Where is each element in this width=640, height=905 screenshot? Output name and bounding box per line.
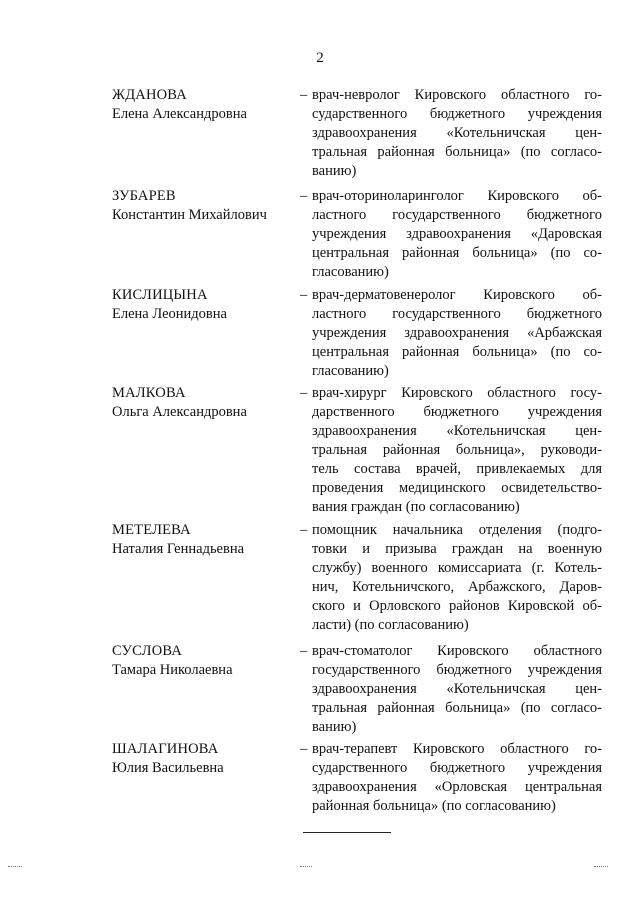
position-line: гласованию) [312,363,389,379]
position-line: ластного государственного бюджетного [312,306,602,322]
member-given-names: Константин Михайлович [112,207,267,223]
position-line: государственного бюджетного учреждения [312,662,602,678]
position-line: учреждения здравоохранения «Арбажская [312,325,602,341]
member-name [112,187,292,225]
position-line: здравоохранения «Орловская центральная [312,779,602,795]
position-line: здравоохранения «Котельничская цен- [312,125,602,141]
position-line: ласти) (по согласованию) [312,617,469,633]
member-name [112,86,292,124]
end-divider [303,832,391,833]
position-line: учреждения здравоохранения «Даровская [312,226,602,242]
position-line: районная больница» (по согласованию) [312,798,556,814]
position-line: ванию) [312,719,357,735]
member-position [312,86,602,181]
member-surname: КИСЛИЦЫНА [112,287,208,303]
member-position [312,642,602,737]
member-given-names: Ольга Александровна [112,404,247,420]
member-surname: ЖДАНОВА [112,87,187,103]
member-position [312,521,602,635]
position-line: врач-стоматолог Кировского областного [312,643,602,659]
member-surname: ЗУБАРЕВ [112,188,176,204]
member-position [312,384,602,517]
position-line: ластного государственного бюджетного [312,207,602,223]
member-position [312,740,602,816]
member-surname: МАЛКОВА [112,385,186,401]
page-number: 2 [316,50,324,66]
scan-mark-right [594,866,608,867]
position-line: врач-терапевт Кировского областного го- [312,741,602,757]
position-line: вания граждан (по согласованию) [312,499,520,515]
position-line: гласованию) [312,264,389,280]
position-line: здравоохранения «Котельничская цен- [312,681,602,697]
member-surname: СУСЛОВА [112,643,182,659]
position-line: ванию) [312,163,357,179]
position-line: тральная районная больница» (по согласо- [312,144,602,160]
position-line: врач-хирург Кировского областного госу- [312,385,602,401]
member-name [112,286,292,324]
position-line: нич, Котельничского, Арбажского, Даров- [312,579,602,595]
position-line: ского и Орловского районов Кировской об- [312,598,602,614]
position-line: службу) военного комиссариата (г. Котель- [312,560,602,576]
position-line: проведения медицинского освидетельство- [312,480,602,496]
member-given-names: Елена Леонидовна [112,306,227,322]
member-name [112,384,292,422]
position-line: врач-оториноларинголог Кировского об- [312,188,602,204]
member-name [112,521,292,559]
member-given-names: Юлия Васильевна [112,760,224,776]
dash-separator: – [300,188,308,204]
scan-mark-center [300,866,312,867]
position-line: центральная районная больница» (по со- [312,344,602,360]
member-given-names: Наталия Геннадьевна [112,541,245,557]
position-line: дарственного бюджетного учреждения [312,404,602,420]
member-position [312,187,602,282]
dash-separator: – [300,643,308,659]
position-line: сударственного бюджетного учреждения [312,106,602,122]
position-line: центральная районная больница» (по со- [312,245,602,261]
dash-separator: – [300,522,308,538]
member-given-names: Тамара Николаевна [112,662,233,678]
member-surname: ШАЛАГИНОВА [112,741,219,757]
member-surname: МЕТЕЛЕВА [112,522,191,538]
position-line: тральная районная больница» (по согласо- [312,700,602,716]
position-line: тральная районная больница», руководи- [312,442,602,458]
position-line: помощник начальника отделения (подго- [312,522,602,538]
member-given-names: Елена Александровна [112,106,247,122]
position-line: врач-дерматовенеролог Кировского об- [312,287,602,303]
position-line: здравоохранения «Котельничская цен- [312,423,602,439]
dash-separator: – [300,287,308,303]
position-line: тель состава врачей, привлекаемых для [312,461,602,477]
position-line: врач-невролог Кировского областного го- [312,87,602,103]
position-line: сударственного бюджетного учреждения [312,760,602,776]
scan-mark-left [8,866,22,867]
dash-separator: – [300,87,308,103]
member-name [112,642,292,680]
dash-separator: – [300,741,308,757]
dash-separator: – [300,385,308,401]
member-position [312,286,602,381]
member-name [112,740,292,778]
position-line: товки и призыва граждан на военную [312,541,602,557]
